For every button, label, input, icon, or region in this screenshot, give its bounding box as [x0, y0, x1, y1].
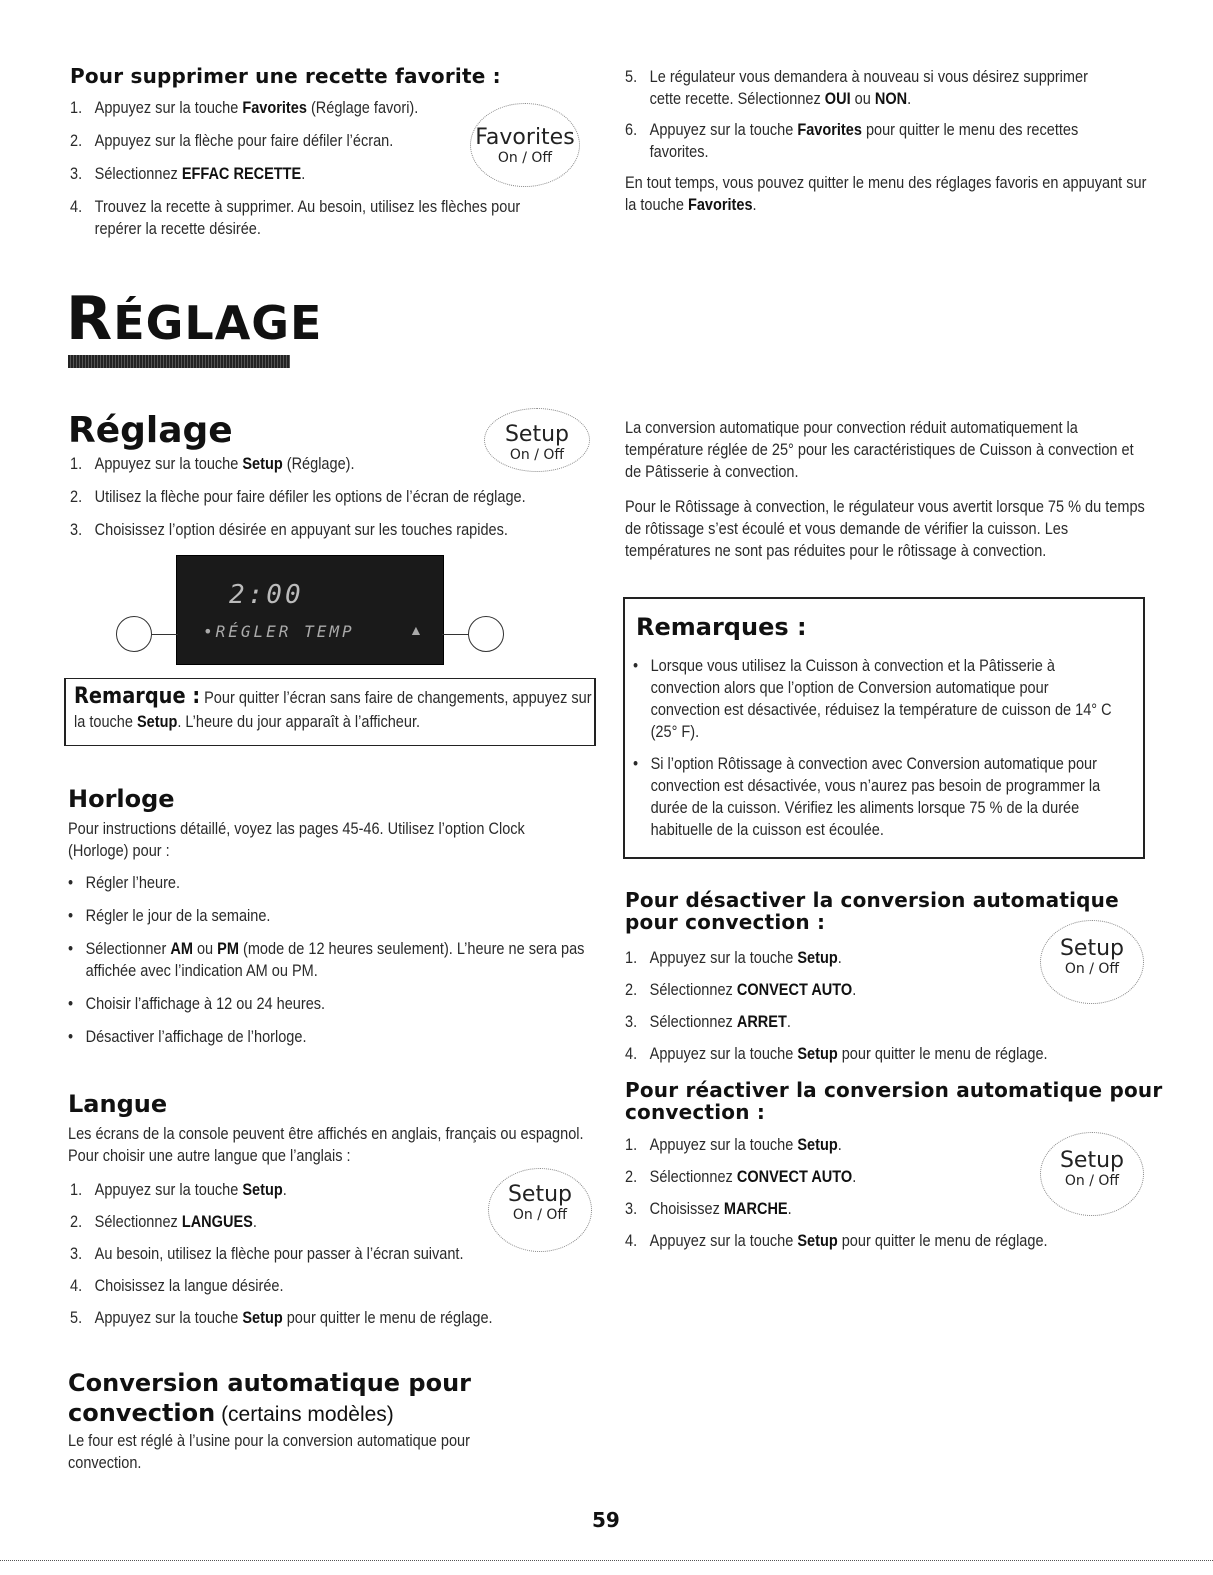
setup-button-sub: On / Off [1064, 961, 1120, 977]
bullet-item: • Si l’option Rôtissage à convection avec Conversion automatique pour convection est désactivée, vous n’aurez pas besoin de programmer la durée de la cuisson. Vérifiez les aliments lorsque 75 % de la durée habituelle de la cuisson est écoulée. [633, 755, 1101, 839]
right-knob-icon[interactable] [468, 616, 504, 652]
step-item: 2. Utilisez la flèche pour faire défiler les options de l’écran de réglage. [70, 488, 526, 506]
bullet-item: • Désactiver l’affichage de l’horloge. [68, 1028, 307, 1046]
step-item: 2. Appuyez sur la flèche pour faire défiler l’écran. [70, 132, 394, 150]
heading-reglage: Réglage [68, 410, 233, 451]
bullet-item: • Lorsque vous utilisez la Cuisson à convection et la Pâtisserie à convection alors que l’option de Conversion automatique pour convection est désactivée, réduisez la température de cuisson de 14° C (25° F). [633, 657, 1112, 741]
control-display [176, 555, 444, 665]
step-item: 3. Choisissez MARCHE. [625, 1200, 792, 1218]
note-label: Remarque : [74, 684, 201, 709]
remarques-bullets [633, 655, 1126, 841]
remarques-box [623, 597, 1145, 859]
step-item: 6. Appuyez sur la touche Favorites pour quitter le menu des recettes favorites. [625, 121, 1079, 161]
chapter-title: RÉGLAGE [66, 284, 323, 354]
step-item: 1. Appuyez sur la touche Setup. [625, 1136, 842, 1154]
heading-langue: Langue [68, 1090, 168, 1118]
setup-button-label: Setup [504, 422, 570, 447]
setup-button-sub: On / Off [512, 1207, 568, 1223]
left-connector-line [152, 634, 178, 635]
heading-reactiver: Pour réactiver la conversion automatique pour convection : [625, 1078, 1163, 1124]
left-knob-icon[interactable] [116, 616, 152, 652]
bullet-item: • Régler l’heure. [68, 874, 181, 892]
remarques-heading: Remarques : [636, 613, 807, 641]
note-box [64, 678, 596, 746]
step-item: 3. Au besoin, utilisez la flèche pour passer à l’écran suivant. [70, 1245, 464, 1263]
step-item: 5. Le régulateur vous demandera à nouveau si vous désirez supprimer cette recette. Sélectionnez OUI ou NON. [625, 68, 1088, 108]
setup-button-label: Setup [507, 1182, 573, 1207]
bullet-item: • Sélectionner AM ou PM (mode de 12 heures seulement). L’heure ne sera pas affichée avec l’indication AM ou PM. [68, 940, 585, 980]
setup-button-label: Setup [1059, 936, 1125, 961]
bullet-item: • Choisir l’affichage à 12 ou 24 heures. [68, 995, 326, 1013]
step-item: 4. Choisissez la langue désirée. [70, 1277, 284, 1295]
heading-conversion: Conversion automatique pour convection (certains modèles) [68, 1369, 472, 1427]
step-item: 4. Appuyez sur la touche Setup pour quitter le menu de réglage. [625, 1045, 1048, 1063]
step-item: 2. Sélectionnez CONVECT AUTO. [625, 981, 857, 999]
steps-reactiver [625, 1134, 1153, 1262]
setup-button-label: Setup [1059, 1148, 1125, 1173]
heading-horloge: Horloge [68, 785, 175, 813]
horloge-para: Pour instructions détaillé, voyez las pages 45-46. Utilisez l’option Clock (Horloge) pour : [68, 820, 525, 860]
favorites-button-label: Favorites [475, 125, 575, 150]
bullet-item: • Régler le jour de la semaine. [68, 907, 271, 925]
paragraph-quitter: En tout temps, vous pouvez quitter le menu des réglages favoris en appuyant sur la touche Favorites. [625, 174, 1147, 214]
chapter-title-underline [68, 355, 290, 368]
bottom-divider [0, 1560, 1213, 1561]
steps-reglage [70, 453, 598, 552]
horloge-bullets [68, 872, 631, 1048]
conversion-para: Le four est réglé à l’usine pour la conversion automatique pour convection. [68, 1432, 470, 1472]
step-item: 3. Sélectionnez ARRET. [625, 1013, 791, 1031]
favorites-button-sub: On / Off [497, 150, 553, 166]
heading-desactiver: Pour désactiver la conversion automatique pour convection : [625, 888, 1119, 934]
step-item: 2. Sélectionnez LANGUES. [70, 1213, 257, 1231]
page-number: 59 [592, 1508, 620, 1532]
step-item: 4. Trouvez la recette à supprimer. Au besoin, utilisez les flèches pour repérer la recette désirée. [70, 198, 521, 238]
step-item: 2. Sélectionnez CONVECT AUTO. [625, 1168, 857, 1186]
steps-langue [70, 1179, 598, 1339]
note-text: Remarque : Pour quitter l’écran sans faire de changements, appuyez sur la touche Setup. L’heure du jour apparaît à l’afficheur. [74, 684, 592, 731]
step-item: 4. Appuyez sur la touche Setup pour quitter le menu de réglage. [625, 1232, 1048, 1250]
step-item: 5. Appuyez sur la touche Setup pour quitter le menu de réglage. [70, 1309, 493, 1327]
steps-desactiver [625, 947, 1153, 1075]
langue-para: Les écrans de la console peuvent être affichés en anglais, français ou espagnol. Pour choisir une autre langue que l’anglais : [68, 1125, 584, 1165]
setup-button-sub: On / Off [509, 447, 565, 463]
display-text: •RÉGLER TEMP [203, 622, 355, 641]
display-time: 2:00 [229, 580, 304, 610]
step-item: 3. Choisissez l’option désirée en appuyant sur les touches rapides. [70, 521, 508, 539]
right-intro-p2: Pour le Rôtissage à convection, le régulateur vous avertit lorsque 75 % du temps de rôtissage s’est écoulé et vous demande de vérifier la cuisson. Les températures ne sont pas réduites pour le rôtissage à convection. [625, 498, 1145, 560]
step-item: 3. Sélectionnez EFFAC RECETTE. [70, 165, 306, 183]
heading-supprimer: Pour supprimer une recette favorite : [70, 64, 501, 88]
right-connector-line [442, 634, 468, 635]
step-item: 1. Appuyez sur la touche Setup. [70, 1181, 287, 1199]
step-item: 1. Appuyez sur la touche Setup. [625, 949, 842, 967]
step-item: 1. Appuyez sur la touche Setup (Réglage). [70, 455, 355, 473]
setup-button-sub: On / Off [1064, 1173, 1120, 1189]
right-intro-p1: La conversion automatique pour convection réduit automatiquement la température réglée de 25° pour les caractéristiques de Cuisson à convection et de Pâtisserie à convection. [625, 419, 1134, 481]
steps-supprimer-right [625, 66, 1147, 216]
step-item: 1. Appuyez sur la touche Favorites (Réglage favori). [70, 99, 419, 117]
up-arrow-icon: ▲ [409, 622, 423, 638]
favorites-button[interactable] [470, 103, 580, 187]
